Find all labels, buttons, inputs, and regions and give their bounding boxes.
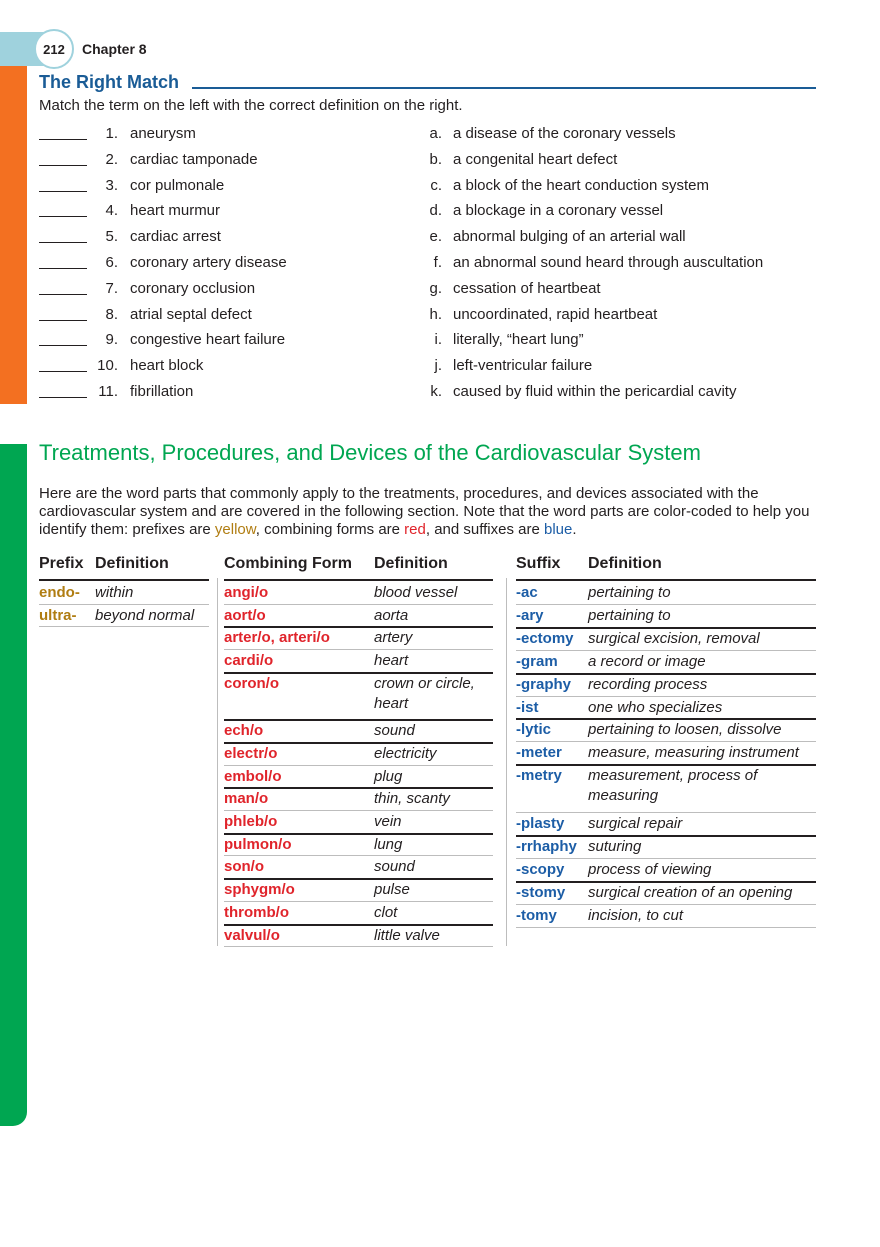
definition-letter: j. [434,357,442,375]
word-part-definition: measurement, process of [588,767,758,785]
word-part-definition: surgical excision, removal [588,629,760,647]
term-text: cardiac tamponade [130,150,258,168]
term-number: 8. [105,305,118,323]
table-header: Definition [374,555,448,572]
word-part-definition: pertaining to [588,606,671,624]
chapter-label: Chapter 8 [82,41,147,57]
row-rule [516,764,816,766]
right-match-title: The Right Match [39,72,179,92]
word-part-definition: within [95,584,134,601]
side-accent-bar-green [0,444,27,1126]
term-text: heart murmur [130,202,221,220]
word-part-definition: one who specializes [588,698,723,716]
header-rule [516,579,816,581]
term-number: 10. [97,357,118,375]
row-rule [224,924,493,926]
match-row [0,151,880,173]
match-row [0,228,880,250]
row-rule [516,673,816,675]
word-part-definition: pertaining to [588,584,671,601]
word-part-definition-cont: heart [374,694,409,712]
word-part: aort/o [224,606,266,624]
definition-letter: a. [429,125,442,142]
row-rule [39,604,209,605]
row-rule [224,878,493,880]
term-text: aneurysm [130,125,196,142]
word-part-definition: surgical repair [588,815,683,832]
word-part-definition: lung [374,835,403,853]
word-part-definition: artery [374,629,413,647]
intro-text: . [572,521,577,538]
term-text: atrial septal defect [130,305,252,323]
match-row [0,383,880,405]
word-part-definition: aorta [374,606,409,624]
definition-letter: h. [429,305,442,323]
definition-text: a disease of the coronary vessels [453,125,676,142]
word-part: -meter [516,744,562,762]
definition-text: literally, “heart lung” [453,331,584,349]
word-part-definition: suturing [588,837,642,855]
word-part: -rrhaphy [516,837,577,855]
row-rule [516,881,816,883]
definition-text: cessation of heartbeat [453,279,601,297]
table-header: Combining Form [224,555,352,572]
word-part-definition: measure, measuring instrument [588,744,799,762]
word-part-definition: beyond normal [95,606,195,624]
row-rule [224,649,493,650]
match-row [0,202,880,224]
color-word-blue: blue [543,521,573,538]
match-row [0,254,880,276]
match-row [0,357,880,379]
word-part: -lytic [516,721,552,739]
term-number: 6. [105,254,118,271]
word-part-definition: crown or circle, [374,674,475,692]
word-part-definition: recording process [588,675,708,693]
word-part-definition: thin, scanty [374,790,450,808]
definition-letter: e. [429,228,442,246]
word-part-definition: process of viewing [588,860,712,878]
term-number: 11. [98,383,118,400]
word-part: -stomy [516,883,566,901]
word-part: thromb/o [224,903,289,921]
word-part: sphygm/o [224,881,295,899]
word-part: arter/o, arteri/o [224,629,330,647]
row-rule [516,812,816,813]
match-row [0,125,880,147]
word-part: embol/o [224,767,282,785]
definition-letter: b. [429,150,442,168]
word-part-definition: blood vessel [374,584,458,601]
word-part-definition: clot [374,903,398,921]
title-rule [192,87,816,89]
match-row [0,177,880,199]
word-part: -ectomy [516,629,574,647]
column-divider [506,578,507,946]
match-row [0,280,880,302]
word-part: -ac [516,584,538,601]
row-rule [224,901,493,902]
term-number: 3. [105,176,118,194]
row-rule [516,696,816,697]
definition-text: caused by fluid within the pericardial cavity [453,383,737,400]
row-rule [224,604,493,605]
word-part: coron/o [224,674,279,692]
row-rule [516,927,816,928]
term-text: congestive heart failure [130,331,286,349]
word-part: phleb/o [224,813,278,830]
column-divider [217,578,218,946]
row-rule [516,650,816,651]
intro-text: , and suffixes are [425,521,544,538]
word-part: endo- [39,584,80,601]
word-part-definition: plug [374,767,403,785]
match-row [0,306,880,328]
definition-text: left-ventricular failure [453,357,593,375]
term-number: 1. [105,125,118,142]
word-part-definition: incision, to cut [588,906,684,924]
word-part: pulmon/o [224,835,292,853]
color-word-yellow: yellow [214,521,256,538]
word-part: -metry [516,767,562,785]
definition-text: abnormal bulging of an arterial wall [453,228,686,246]
table-header: Suffix [516,555,561,572]
definition-letter: d. [429,202,442,220]
definition-letter: f. [433,254,442,271]
match-row [0,331,880,353]
definition-letter: g. [429,279,442,297]
word-part: -graphy [516,675,572,693]
term-text: heart block [130,357,204,375]
definition-letter: c. [430,176,442,194]
word-part-definition: sound [374,722,415,740]
table-header: Definition [95,555,169,572]
word-part-definition: vein [374,813,402,830]
word-part-definition: a record or image [588,652,706,670]
row-rule [224,946,493,947]
section-title: Treatments, Procedures, and Devices of the Cardiovascular System [39,440,701,465]
word-part: -ist [516,698,539,716]
table-header: Prefix [39,555,84,572]
term-number: 7. [105,279,118,297]
color-word-red: red [404,521,426,538]
word-part-definition: pulse [374,881,410,899]
term-text: coronary artery disease [130,254,287,271]
definition-text: a block of the heart conduction system [453,176,709,194]
word-part: ech/o [224,722,264,740]
row-rule [516,604,816,605]
word-part: cardi/o [224,652,274,670]
word-part-definition: little valve [374,926,440,944]
row-rule [516,858,816,859]
intro-text: , combining forms are [255,521,405,538]
section-intro [39,485,829,539]
term-number: 9. [105,331,118,349]
word-part: son/o [224,858,264,876]
row-rule [224,719,493,721]
row-rule [516,627,816,629]
term-number: 5. [105,228,118,246]
row-rule [516,835,816,837]
word-part: angi/o [224,584,269,601]
word-part-definition: electricity [374,744,437,762]
header-rule [224,579,493,581]
definition-text: uncoordinated, rapid heartbeat [453,305,658,323]
definition-letter: k. [430,383,442,400]
definition-text: a blockage in a coronary vessel [453,202,664,220]
word-part: valvul/o [224,926,280,944]
table-header: Definition [588,555,662,572]
row-rule [39,626,209,627]
word-part-definition: surgical creation of an opening [588,883,793,901]
row-rule [516,718,816,720]
row-rule [224,626,493,628]
term-number: 2. [105,150,118,168]
definition-text: an abnormal sound heard through auscultation [453,254,764,271]
term-number: 4. [105,202,118,220]
word-part-definition: pertaining to loosen, dissolve [588,721,782,739]
term-text: cor pulmonale [130,176,225,194]
definition-text: a congenital heart defect [453,150,618,168]
row-rule [224,672,493,674]
word-part: -plasty [516,815,565,832]
definition-letter: i. [434,331,442,349]
row-rule [516,904,816,905]
row-rule [516,741,816,742]
row-rule [224,855,493,856]
row-rule [224,765,493,766]
word-part: ultra- [39,606,77,624]
word-part: -tomy [516,906,557,924]
word-part: man/o [224,790,269,808]
word-part: -gram [516,652,558,670]
word-part: -scopy [516,860,565,878]
row-rule [224,833,493,835]
word-part-definition-cont: measuring [588,787,659,805]
term-text: coronary occlusion [130,279,256,297]
word-part-definition: sound [374,858,415,876]
row-rule [224,742,493,744]
term-text: cardiac arrest [130,228,221,246]
page-number: 212 [34,29,74,69]
header-rule [39,579,209,581]
intro-text: Here are the word parts that commonly apply to the treatments, procedures, and devices associated with the cardiovascular system and are covered in the following section. Note that the word parts are color-coded to help you identify them: prefixes are [39,485,810,538]
word-part-definition: heart [374,652,409,670]
word-part: -ary [516,606,544,624]
term-text: fibrillation [130,383,194,400]
row-rule [224,787,493,789]
row-rule [224,810,493,811]
right-match-instructions: Match the term on the left with the correct definition on the right. [39,97,463,114]
word-part: electr/o [224,744,278,762]
